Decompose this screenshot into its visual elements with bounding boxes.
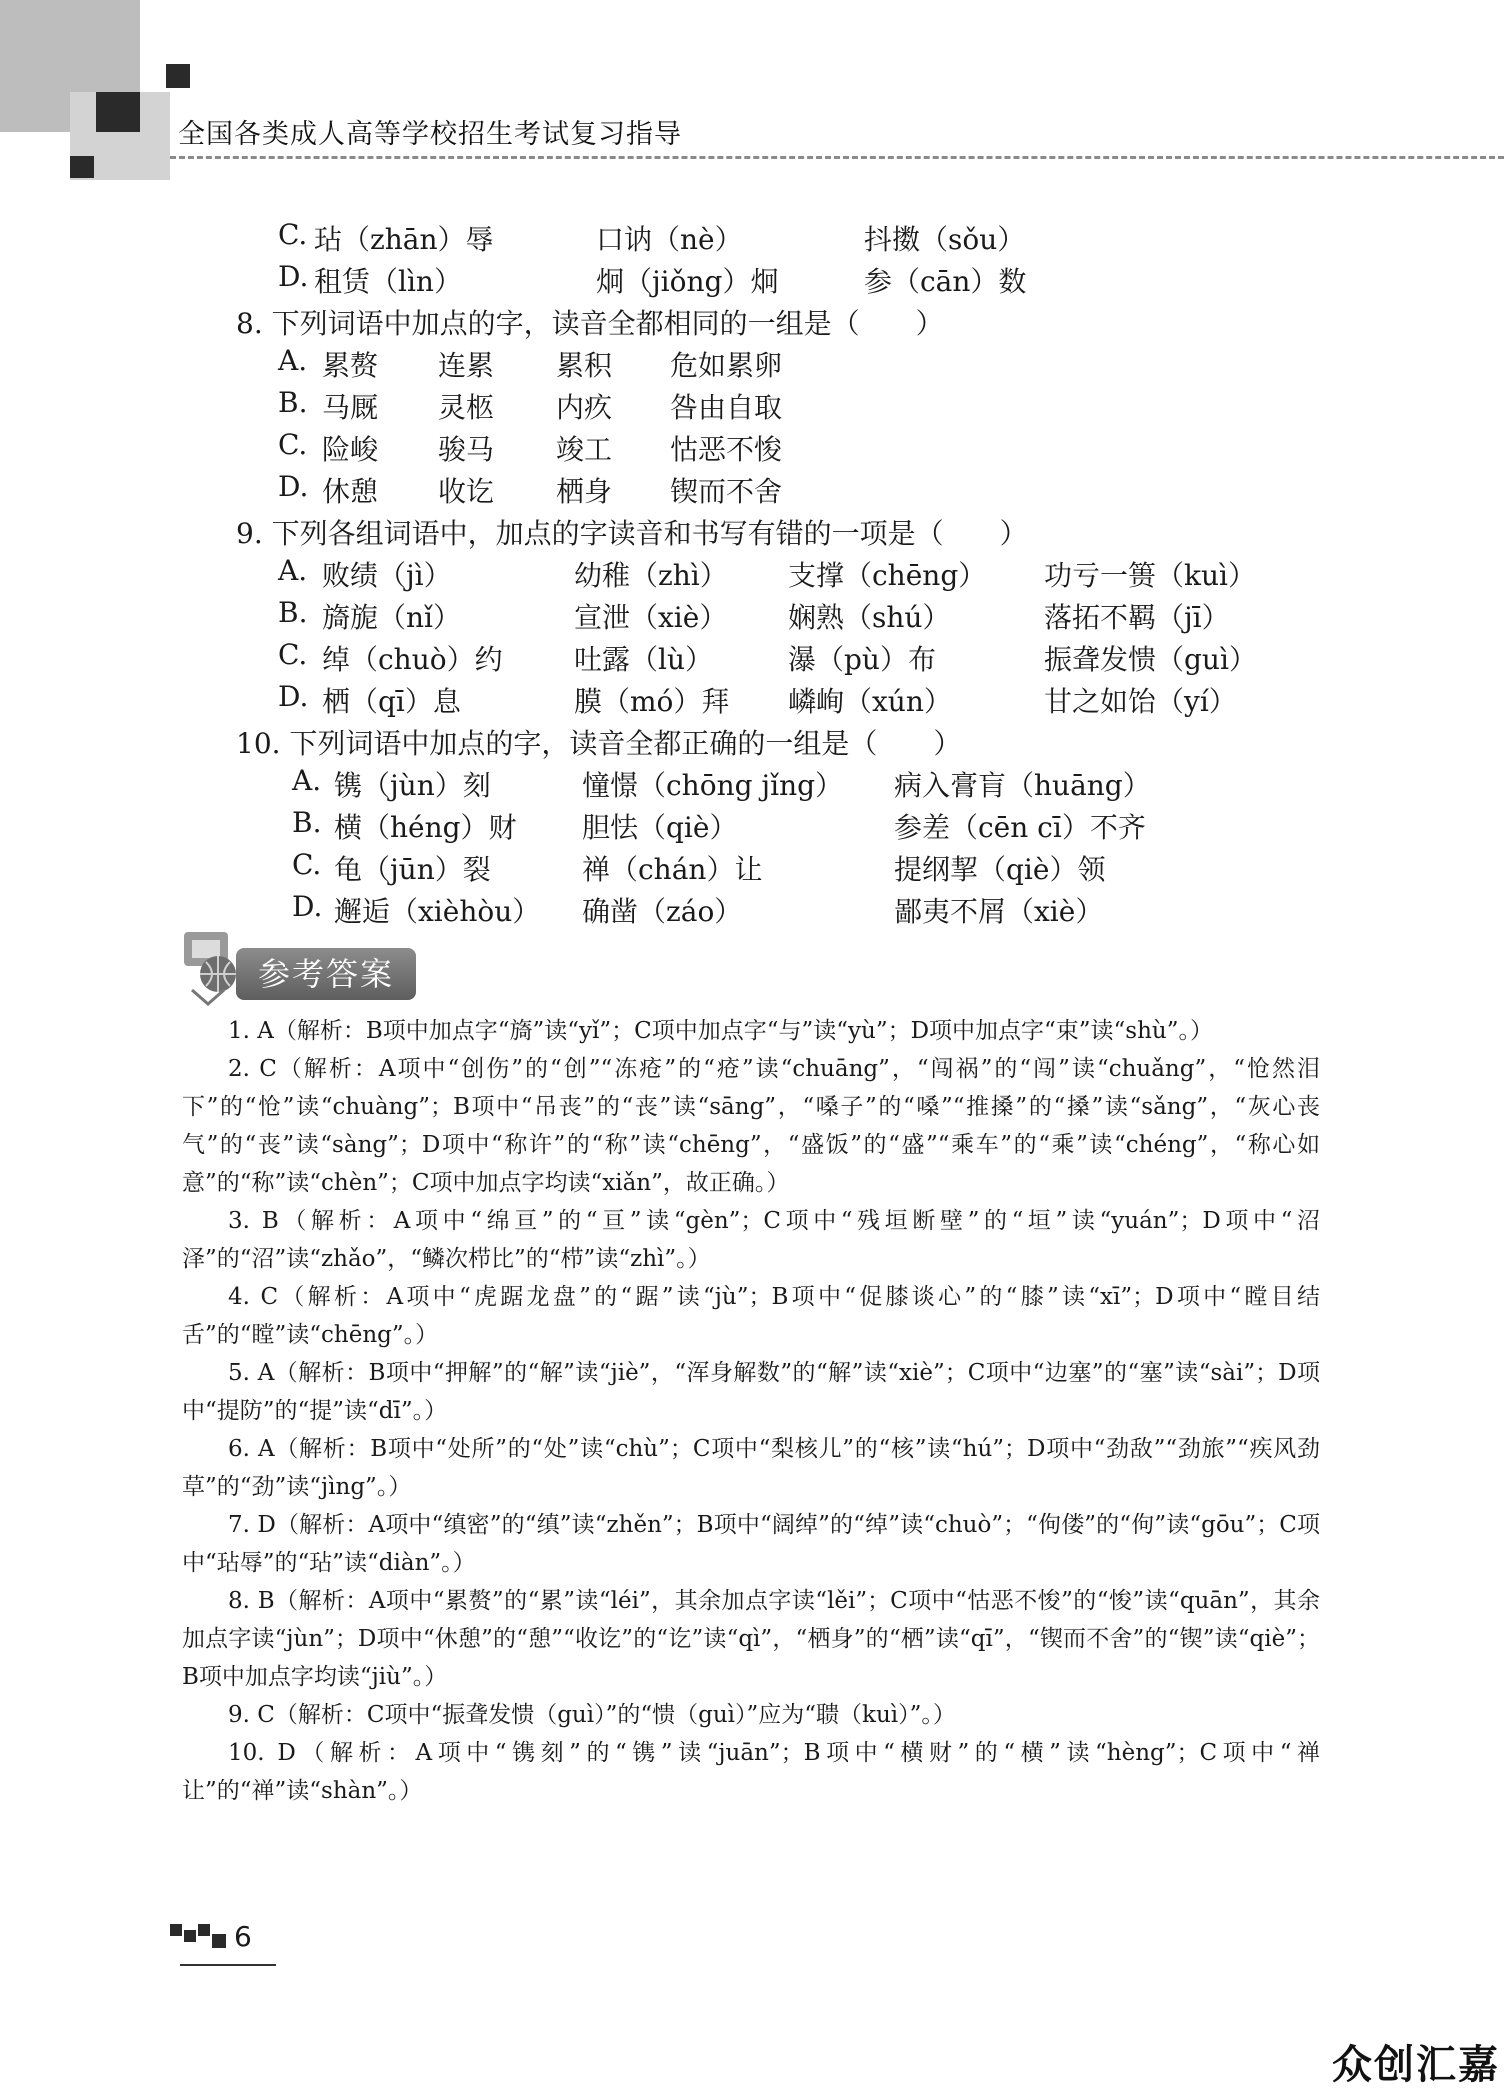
option-item: 竣工 (556, 433, 613, 466)
answer-item: 9. C（解析：C项中“振聋发愦（guì）”的“愦（guì）”应为“聩（kuì）”。） (228, 1702, 956, 1728)
option-item: 娴熟（shú） (788, 601, 951, 634)
option-item: 炯（jiǒng）炯 (596, 265, 779, 298)
answer-item: 4. C（解析：A项中“虎踞龙盘”的“踞”读“jù”；B项中“促膝谈心”的“膝”读“xī”；D项中“瞠目结舌”的“瞠”读“chēng”。） (182, 1284, 1320, 1348)
q10-stem: 10. 下列词语中加点的字，读音全都正确的一组是（ ） (236, 727, 962, 760)
option-item: 鄙夷不屑（xiè） (894, 895, 1104, 928)
answer-section-badge: 参考答案 (236, 948, 416, 1000)
header-dashed-rule (170, 156, 1504, 159)
answer-item: 1. A（解析：B项中加点字“旖”读“yǐ”；C项中加点字“与”读“yù”；D项中加点字“束”读“shù”。） (228, 1018, 1213, 1044)
option-item: 支撑（chēng） (788, 559, 987, 592)
answer-item: 8. B（解析：A项中“累赘”的“累”读“léi”，其余加点字读“lěi”；C项中“怙恶不悛”的“悛”读“quān”，其余加点字读“jùn”；D项中“休憩”的“憩”“收讫”的“讫”读“qì”，“栖身”的“栖”读“qī”，“锲而不舍”的“锲”读“qiè”；B项中加点字均读“jiù”。） (182, 1588, 1320, 1690)
option-label: D. (278, 260, 309, 293)
option-item: 提纲挈（qiè）领 (894, 853, 1106, 886)
answer-item: 10. D（解析：A项中“镌刻”的“镌”读“juān”；B项中“横财”的“横”读“hèng”；C项中“禅让”的“禅”读“shàn”。） (182, 1740, 1320, 1804)
option-item: 宣泄（xiè） (574, 601, 728, 634)
option-label: C. (292, 848, 322, 881)
option-item: 病入膏肓（huāng） (894, 769, 1151, 802)
option-item: 连累 (438, 349, 495, 382)
option-item: 危如累卵 (670, 349, 783, 382)
q8-stem: 8. 下列词语中加点的字，读音全都相同的一组是（ ） (236, 307, 944, 340)
option-item: 膜（mó）拜 (574, 685, 730, 718)
footer-rule (180, 1964, 276, 1966)
option-label: D. (292, 890, 323, 923)
option-item: 甘之如饴（yí） (1044, 685, 1237, 718)
option-item: 龟（jūn）裂 (334, 853, 491, 886)
option-item: 休憩 (322, 475, 379, 508)
option-item: 功亏一篑（kuì） (1044, 559, 1256, 592)
decor-square (70, 156, 94, 178)
option-label: B. (278, 386, 308, 419)
option-item: 玷（zhān）辱 (314, 223, 494, 256)
watermark-text: 众创汇嘉 (1332, 2042, 1500, 2088)
decor-square (166, 64, 190, 88)
option-label: C. (278, 218, 308, 251)
option-item: 参（cān）数 (864, 265, 1027, 298)
running-header-title: 全国各类成人高等学校招生考试复习指导 (178, 119, 682, 150)
option-item: 旖旎（nǐ） (322, 601, 461, 634)
decor-square (96, 92, 140, 132)
option-label: B. (278, 596, 308, 629)
q9-stem: 9. 下列各组词语中，加点的字读音和书写有错的一项是（ ） (236, 517, 1028, 550)
option-item: 绰（chuò）约 (322, 643, 503, 676)
option-item: 锲而不舍 (670, 475, 783, 508)
header-decoration (0, 0, 1504, 180)
option-item: 咎由自取 (670, 391, 783, 424)
option-item: 振聋发愦（guì） (1044, 643, 1257, 676)
option-item: 镌（jùn）刻 (334, 769, 491, 802)
option-item: 落拓不羁（jī） (1044, 601, 1230, 634)
option-label: B. (292, 806, 322, 839)
option-label: A. (278, 554, 308, 587)
option-item: 内疚 (556, 391, 613, 424)
option-item: 收讫 (438, 475, 495, 508)
option-item: 吐露（lù） (574, 643, 713, 676)
option-item: 灵柩 (438, 391, 495, 424)
option-item: 险峻 (322, 433, 379, 466)
option-item: 嶙峋（xún） (788, 685, 952, 718)
answer-item: 5. A（解析：B项中“押解”的“解”读“jiè”，“浑身解数”的“解”读“xiè”；C项中“边塞”的“塞”读“sài”；D项中“提防”的“提”读“dī”。） (182, 1360, 1320, 1424)
option-item: 累赘 (322, 349, 379, 382)
option-label: D. (278, 680, 309, 713)
option-item: 参差（cēn cī）不齐 (894, 811, 1146, 844)
option-label: C. (278, 638, 308, 671)
option-label: A. (292, 764, 322, 797)
option-item: 确凿（záo） (582, 895, 743, 928)
option-item: 憧憬（chōng jǐng） (582, 769, 844, 802)
option-item: 胆怯（qiè） (582, 811, 738, 844)
option-item: 怙恶不悛 (670, 433, 783, 466)
option-item: 栖（qī）息 (322, 685, 461, 718)
answer-item: 2. C（解析：A项中“创伤”的“创”“冻疮”的“疮”读“chuāng”，“闯祸”的“闯”读“chuǎng”，“怆然泪下”的“怆”读“chuàng”；B项中“吊丧”的“丧”读“sāng”，“嗓子”的“嗓”“推搡”的“搡”读“sǎng”，“灰心丧气”的“丧”读“sàng”；D项中“称许”的“称”读“chēng”，“盛饭”的“盛”“乘车”的“乘”读“chéng”，“称心如意”的“称”读“chèn”；C项中加点字均读“xiǎn”，故正确。） (182, 1056, 1320, 1196)
option-item: 抖擞（sǒu） (864, 223, 1026, 256)
answer-item: 7. D（解析：A项中“缜密”的“缜”读“zhěn”；B项中“阔绰”的“绰”读“chuò”；“佝偻”的“佝”读“gōu”；C项中“玷辱”的“玷”读“diàn”。） (182, 1512, 1320, 1576)
option-item: 邂逅（xièhòu） (334, 895, 541, 928)
option-item: 栖身 (556, 475, 613, 508)
option-item: 累积 (556, 349, 613, 382)
option-item: 禅（chán）让 (582, 853, 763, 886)
answer-explanations (182, 1012, 1320, 1810)
option-item: 败绩（jì） (322, 559, 452, 592)
option-item: 骏马 (438, 433, 495, 466)
option-item: 马厩 (322, 391, 379, 424)
option-item: 口讷（nè） (596, 223, 743, 256)
option-label: C. (278, 428, 308, 461)
option-label: D. (278, 470, 309, 503)
option-item: 瀑（pù）布 (788, 643, 936, 676)
answer-item: 6. A（解析：B项中“处所”的“处”读“chù”；C项中“梨核儿”的“核”读“hú”；D项中“劲敌”“劲旅”“疾风劲草”的“劲”读“jìng”。） (182, 1436, 1320, 1500)
answer-item: 3. B（解析：A项中“绵亘”的“亘”读“gèn”；C项中“残垣断壁”的“垣”读“yuán”；D项中“沼泽”的“沼”读“zhǎo”，“鳞次栉比”的“栉”读“zhì”。） (182, 1208, 1320, 1272)
option-item: 横（héng）财 (334, 811, 517, 844)
option-label: A. (278, 344, 308, 377)
option-item: 幼稚（zhì） (574, 559, 728, 592)
page-number: 6 (234, 1920, 252, 1953)
option-item: 租赁（lìn） (314, 265, 462, 298)
